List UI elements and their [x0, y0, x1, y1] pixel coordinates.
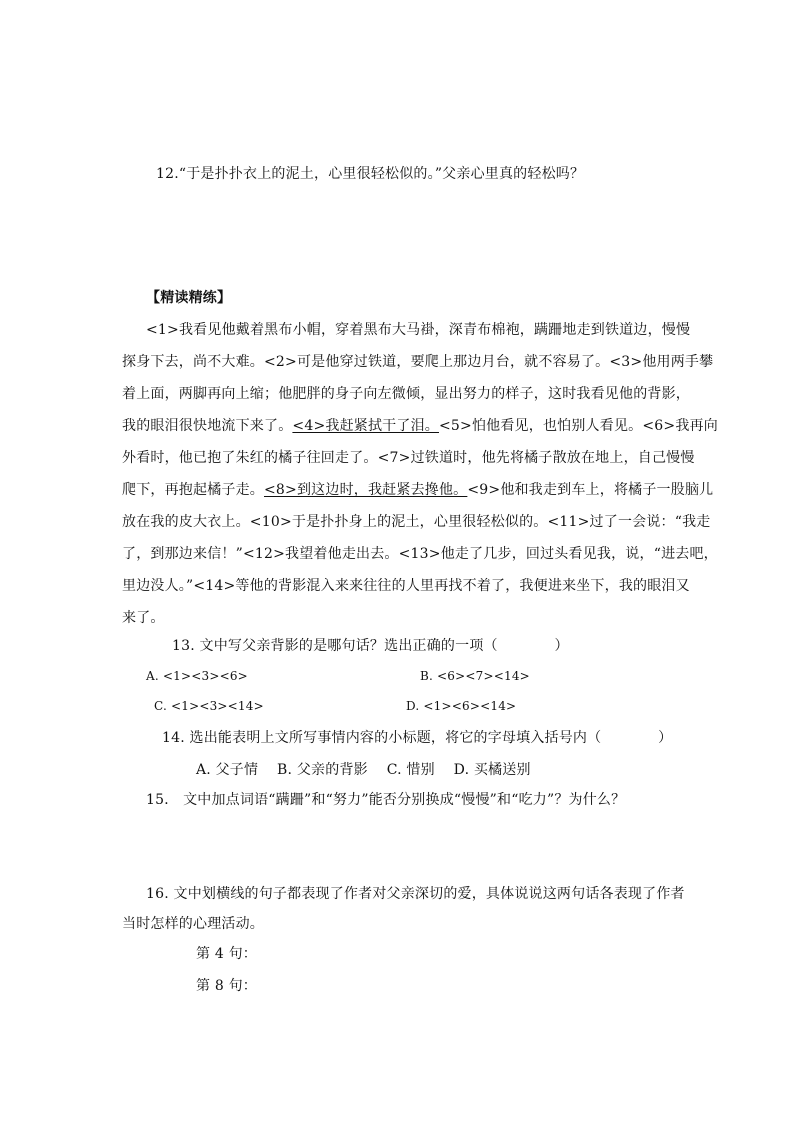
question-12: 12.“于是扑扑衣上的泥土，心里很轻松似的。”父亲心里真的轻松吗？ — [156, 166, 585, 182]
passage-line: 外看时，他已抱了朱红的橘子往回走了。<7>过铁道时，他先将橘子散放在地上，自己慢慢 — [122, 450, 695, 466]
passage-line: <1>我看见他戴着黑布小帽，穿着黑布大马褂，深青布棉袍，蹒跚地走到铁道边，慢慢 — [146, 322, 691, 338]
passage-text: <9>他和我走到车上，将橘子一股脑儿 — [467, 482, 714, 498]
passage-line: 放在我的皮大衣上。<10>于是扑扑身上的泥土，心里很轻松似的。<11>过了一会说：“我走 — [122, 514, 711, 530]
passage-line — [122, 416, 718, 436]
underlined-sentence-8: <8>到这边时，我赶紧去搀他。 — [264, 482, 468, 498]
answer-label-sentence-4: 第 4 句： — [196, 946, 258, 962]
question-13-stem: 13. 文中写父亲背影的是哪句话？选出正确的一项（ ） — [172, 638, 569, 654]
underlined-sentence-4: <4>我赶紧拭干了泪。 — [292, 418, 439, 434]
question-16-line: 当时怎样的心理活动。 — [122, 916, 264, 932]
passage-line: 着上面，两脚再向上缩；他肥胖的身子向左微倾，显出努力的样子，这时我看见他的背影， — [122, 386, 690, 402]
passage-text: <5>怕他看见，也怕别人看见。<6>我再向 — [438, 418, 718, 434]
passage-line — [122, 480, 713, 500]
passage-line: 来了。 — [122, 610, 165, 626]
passage-line: 了，到那边来信！”<12>我望着他走出去。<13>他走了几步，回过头看见我，说，“进去吧， — [122, 546, 718, 562]
question-15: 15． 文中加点词语“蹒跚”和“努力”能否分别换成“慢慢”和“吃力”？为什么？ — [146, 792, 626, 808]
question-13-option-d: D. <1><6><14> — [406, 699, 517, 713]
passage-text: 爬下，再抱起橘子走。 — [122, 482, 264, 498]
question-13-option-a: A. <1><3><6> — [146, 669, 248, 683]
passage-text: 我的眼泪很快地流下来了。 — [122, 418, 293, 434]
answer-label-sentence-8: 第 8 句： — [196, 978, 258, 994]
question-14-options: A. 父子情 B. 父亲的背影 C. 惜别 D. 买橘送别 — [196, 762, 531, 778]
passage-line: 探身下去，尚不大难。<2>可是他穿过铁道，要爬上那边月台，就不容易了。<3>他用两手攀 — [122, 354, 714, 370]
question-14-stem: 14. 选出能表明上文所写事情内容的小标题，将它的字母填入括号内（ ） — [162, 730, 673, 746]
question-16-line: 16. 文中划横线的句子都表现了作者对父亲深切的爱，具体说说这两句话各表现了作者 — [146, 886, 685, 902]
question-13-option-c: C. <1><3><14> — [154, 699, 264, 713]
passage-line: 里边没人。”<14>等他的背影混入来来往往的人里再找不着了，我便进来坐下，我的眼泪又 — [122, 578, 690, 594]
section-title: 【精读精练】 — [146, 290, 232, 306]
question-13-option-b: B. <6><7><14> — [420, 669, 530, 683]
